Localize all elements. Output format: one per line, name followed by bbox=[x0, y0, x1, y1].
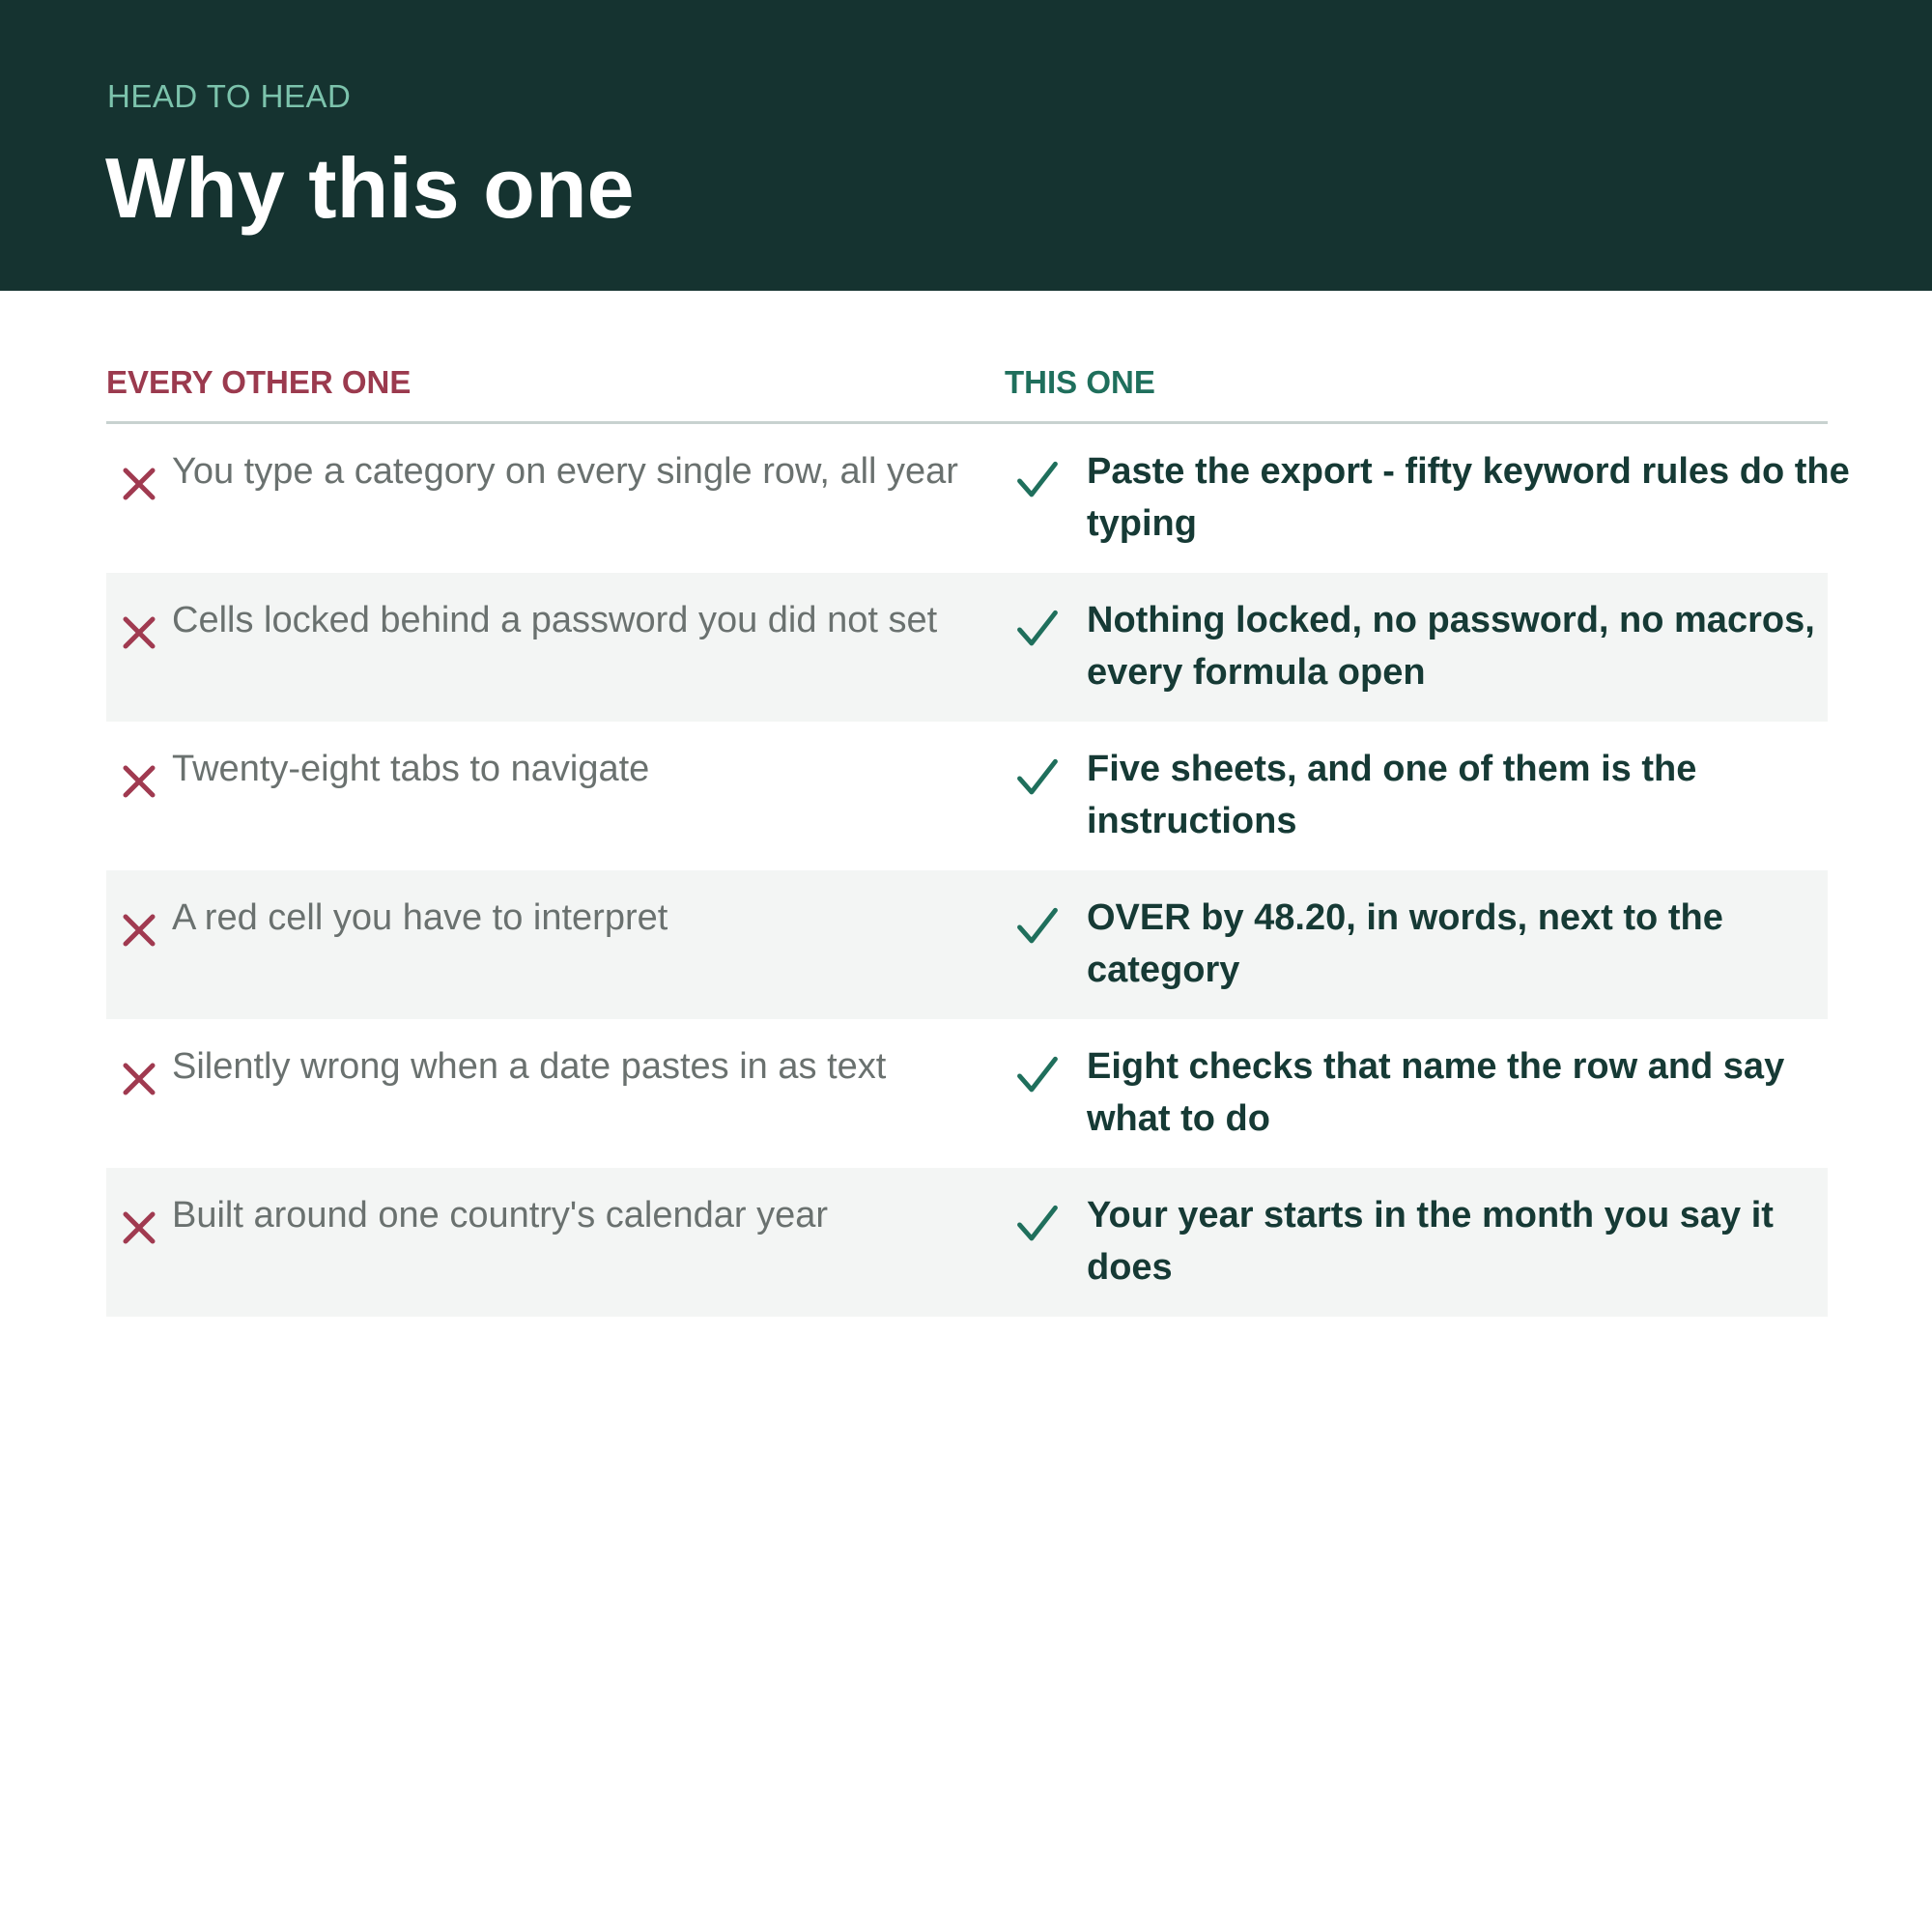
other-point: Twenty-eight tabs to navigate bbox=[172, 749, 650, 789]
other-point: You type a category on every single row, all year bbox=[172, 451, 958, 492]
this-point: Nothing locked, no password, no macros, every formula open bbox=[1087, 600, 1815, 693]
this-point: Paste the export - fifty keyword rules do the typing bbox=[1087, 451, 1850, 544]
x-icon bbox=[118, 1207, 160, 1249]
comparison-row bbox=[106, 870, 1828, 1019]
x-icon bbox=[118, 1058, 160, 1100]
page-title: Why this one bbox=[105, 140, 635, 236]
comparison-row bbox=[106, 573, 1828, 722]
other-point: Cells locked behind a password you did not set bbox=[172, 600, 938, 640]
this-one-heading: THIS ONE bbox=[1005, 364, 1155, 400]
comparison-header-row bbox=[106, 357, 1828, 424]
x-icon bbox=[118, 463, 160, 505]
check-icon bbox=[1016, 1054, 1059, 1096]
header-banner bbox=[0, 0, 1932, 291]
x-icon bbox=[118, 909, 160, 952]
other-point: Silently wrong when a date pastes in as text bbox=[172, 1046, 887, 1087]
check-icon bbox=[1016, 459, 1059, 501]
check-icon bbox=[1016, 1203, 1059, 1245]
this-point: Five sheets, and one of them is the instructions bbox=[1087, 749, 1697, 841]
this-point: OVER by 48.20, in words, next to the category bbox=[1087, 897, 1723, 990]
other-point: Built around one country's calendar year bbox=[172, 1195, 828, 1236]
comparison-row bbox=[106, 722, 1828, 870]
check-icon bbox=[1016, 608, 1059, 650]
comparison-row bbox=[106, 1168, 1828, 1317]
eyebrow-label: HEAD TO HEAD bbox=[107, 78, 352, 114]
other-point: A red cell you have to interpret bbox=[172, 897, 668, 938]
every-other-one-heading: EVERY OTHER ONE bbox=[106, 364, 412, 400]
comparison-row bbox=[106, 424, 1850, 573]
this-point: Your year starts in the month you say it does bbox=[1087, 1195, 1774, 1288]
check-icon bbox=[1016, 756, 1059, 799]
this-point: Eight checks that name the row and say what to do bbox=[1087, 1046, 1785, 1139]
x-icon bbox=[118, 611, 160, 654]
comparison-table bbox=[106, 357, 1850, 1317]
x-icon bbox=[118, 760, 160, 803]
check-icon bbox=[1016, 905, 1059, 948]
comparison-row bbox=[106, 1019, 1828, 1168]
